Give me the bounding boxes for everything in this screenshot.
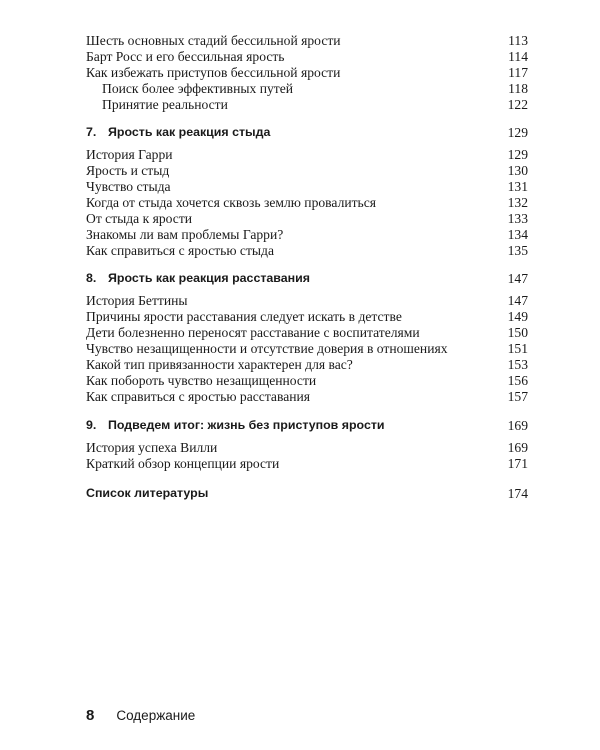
toc-entry-title: История успеха Вилли	[86, 440, 218, 455]
toc-entry-title: Барт Росс и его бессильная ярость	[86, 49, 285, 64]
toc-entry	[86, 210, 528, 227]
toc-entry	[86, 455, 528, 472]
toc-entry-page: 156	[507, 373, 528, 388]
toc-entry-page: 147	[507, 293, 528, 308]
chapter-title: Подведем итог: жизнь без приступов ярости	[108, 418, 385, 432]
toc-entry-title: Как справиться с яростью стыда	[86, 243, 274, 258]
chapter-title: Ярость как реакция стыда	[108, 125, 271, 139]
toc-entry-page: 114	[508, 49, 528, 64]
toc-entry-title: Причины ярости расставания следует искать в детстве	[86, 309, 402, 324]
bibliography-title: Список литературы	[86, 486, 209, 500]
toc-entry-page: 132	[507, 195, 528, 210]
toc-entry	[86, 64, 528, 81]
toc-subentry	[86, 96, 528, 113]
toc-entry-title: Дети болезненно переносят расставание с воспитателями	[86, 325, 420, 340]
toc-subentry	[86, 80, 528, 97]
toc-entry-title: Чувство незащищенности и отсутствие доверия в отношениях	[86, 341, 448, 356]
chapter-page: 169	[507, 418, 528, 433]
bibliography-page: 174	[507, 486, 528, 501]
toc-entry-page: 171	[507, 456, 528, 471]
toc-entry-title: Принятие реальности	[102, 97, 228, 112]
toc-entry-page: 113	[508, 33, 528, 48]
toc-entry-page: 169	[507, 440, 528, 455]
toc-entry-page: 129	[507, 147, 528, 162]
toc-entry-title: Поиск более эффективных путей	[102, 81, 294, 96]
chapter-heading	[86, 417, 528, 434]
toc-entry	[86, 324, 528, 341]
toc-entry-title: Какой тип привязанности характерен для вас?	[86, 357, 353, 372]
toc-entry-page: 130	[507, 163, 528, 178]
bibliography-heading	[86, 485, 528, 502]
toc-entry-title: Знакомы ли вам проблемы Гарри?	[86, 227, 284, 242]
toc-entry-title: Как побороть чувство незащищенности	[86, 373, 317, 388]
toc-entry-title: Как справиться с яростью расставания	[86, 389, 311, 404]
toc-entry	[86, 439, 528, 456]
toc-entry	[86, 292, 528, 309]
toc-entry-page: 118	[508, 81, 528, 96]
toc-entry-title: История Гарри	[86, 147, 173, 162]
toc-entry-page: 131	[507, 179, 528, 194]
chapter-number: 9.	[86, 418, 97, 432]
toc-entry	[86, 146, 528, 163]
toc-entry-page: 134	[507, 227, 528, 242]
toc-entry	[86, 48, 528, 65]
toc-entry-title: Шесть основных стадий бессильной ярости	[86, 33, 341, 48]
toc-entry-page: 157	[507, 389, 528, 404]
footer-section-title: Содержание	[116, 708, 196, 723]
toc-entry-title: Краткий обзор концепции ярости	[86, 456, 280, 471]
chapter-heading	[86, 270, 528, 287]
chapter-heading	[86, 124, 528, 141]
toc-entry-page: 153	[507, 357, 528, 372]
toc-entry	[86, 340, 528, 357]
toc-entry-page: 133	[507, 211, 528, 226]
toc-entry-page: 135	[507, 243, 528, 258]
toc-entry-page: 122	[507, 97, 528, 112]
toc-entry	[86, 372, 528, 389]
toc-entry-title: Когда от стыда хочется сквозь землю провалиться	[86, 195, 377, 210]
toc-entry	[86, 194, 528, 211]
toc-entry	[86, 388, 528, 405]
toc-entry-page: 150	[507, 325, 528, 340]
toc-entry-title: Как избежать приступов бессильной ярости	[86, 65, 341, 80]
chapter-number: 7.	[86, 125, 97, 139]
page-number: 8	[86, 707, 95, 724]
toc-entry-title: От стыда к ярости	[86, 211, 193, 226]
toc-entry-title: История Беттины	[86, 293, 188, 308]
toc-entry	[86, 178, 528, 195]
toc-entry-title: Чувство стыда	[86, 179, 171, 194]
chapter-page: 147	[507, 271, 528, 286]
toc-entry-page: 117	[508, 65, 528, 80]
toc-entry	[86, 356, 528, 373]
toc-entry	[86, 162, 528, 179]
toc-entry-page: 149	[507, 309, 528, 324]
chapter-title: Ярость как реакция расставания	[108, 271, 310, 285]
page-footer	[86, 707, 195, 727]
chapter-number: 8.	[86, 271, 97, 285]
toc-entry	[86, 32, 528, 49]
toc-entry	[86, 242, 528, 259]
toc-entry	[86, 308, 528, 325]
toc-entry-title: Ярость и стыд	[86, 163, 170, 178]
toc-entry	[86, 226, 528, 243]
chapter-page: 129	[507, 125, 528, 140]
toc-entry-page: 151	[507, 341, 528, 356]
